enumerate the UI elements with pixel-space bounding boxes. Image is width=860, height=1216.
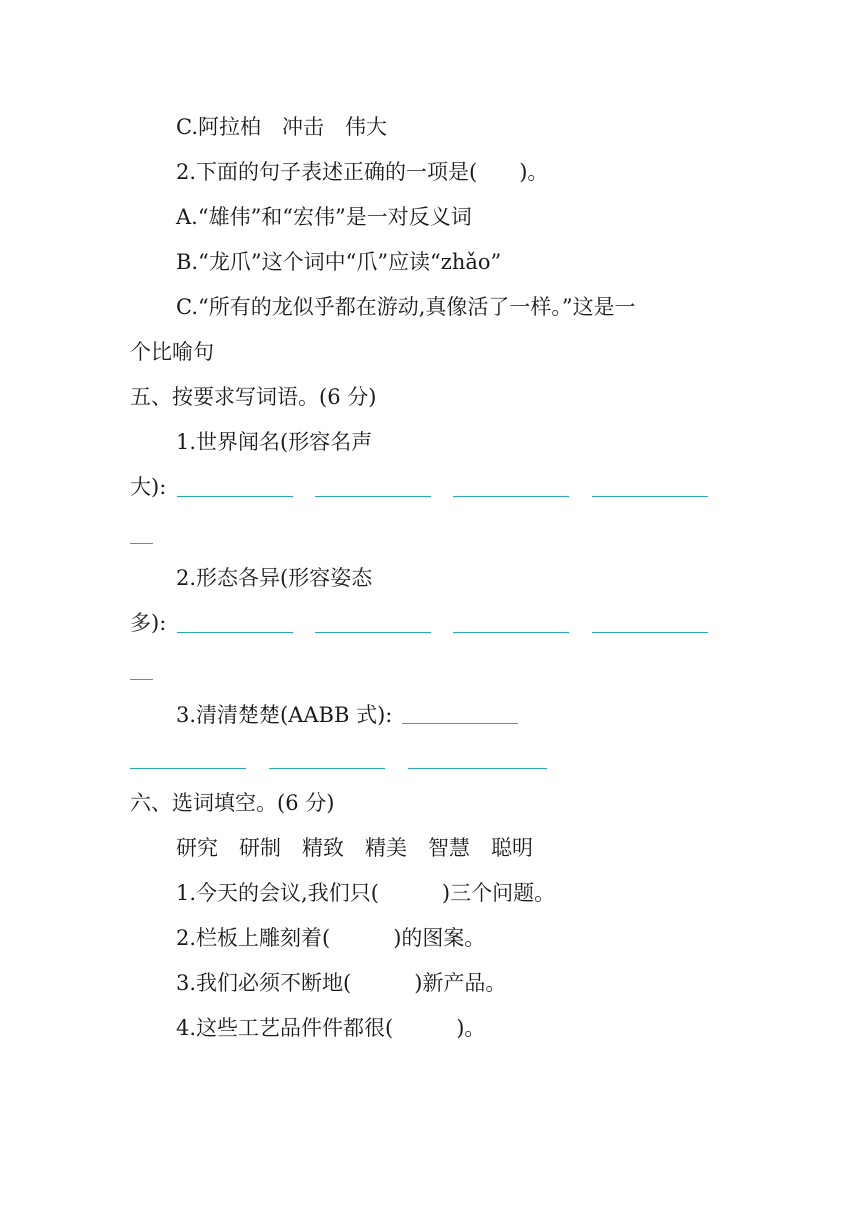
answer-blank[interactable] bbox=[177, 496, 293, 497]
section6-heading: 六、选词填空。(6 分) bbox=[130, 791, 335, 815]
answer-blank[interactable] bbox=[402, 723, 518, 724]
q4-item2-option-c-line1: C.“所有的龙似乎都在游动,真像活了一样。”这是一 bbox=[176, 295, 636, 319]
q4-item2-stem: 2.下面的句子表述正确的一项是( )。 bbox=[176, 160, 549, 184]
q4-item2-option-b: B.“龙爪”这个词中“爪”应读“zhǎo” bbox=[176, 250, 502, 274]
q4-item2-option-c-line2: 个比喻句 bbox=[130, 340, 214, 364]
answer-blank[interactable] bbox=[269, 768, 385, 769]
answer-blank[interactable] bbox=[315, 632, 431, 633]
answer-blank[interactable] bbox=[177, 632, 293, 633]
section5-heading: 五、按要求写词语。(6 分) bbox=[130, 385, 377, 409]
q5-item1-prompt-cont: 大): bbox=[130, 475, 167, 499]
answer-blank[interactable] bbox=[453, 496, 569, 497]
answer-blank[interactable] bbox=[130, 543, 153, 544]
q5-item3-prompt: 3.清清楚楚(AABB 式): bbox=[176, 703, 393, 727]
answer-blank[interactable] bbox=[130, 768, 246, 769]
q4-option-c-previous: C.阿拉柏 冲击 伟大 bbox=[176, 115, 387, 139]
q6-item2: 2.栏板上雕刻着( )的图案。 bbox=[176, 926, 486, 950]
answer-blank[interactable] bbox=[315, 496, 431, 497]
q6-item4: 4.这些工艺品件件都很( )。 bbox=[176, 1016, 486, 1040]
word-bank: 研究 研制 精致 精美 智慧 聪明 bbox=[176, 836, 533, 860]
answer-blank[interactable] bbox=[453, 632, 569, 633]
q5-item1-prompt: 1.世界闻名(形容名声 bbox=[176, 430, 373, 454]
q5-item2-prompt: 2.形态各异(形容姿态 bbox=[176, 566, 373, 590]
answer-blank[interactable] bbox=[592, 632, 708, 633]
q6-item1: 1.今天的会议,我们只( )三个问题。 bbox=[176, 881, 556, 905]
q5-item2-prompt-cont: 多): bbox=[130, 611, 167, 635]
answer-blank[interactable] bbox=[130, 679, 153, 680]
answer-blank[interactable] bbox=[408, 768, 547, 769]
answer-blank[interactable] bbox=[592, 496, 708, 497]
q6-item3: 3.我们必须不断地( )新产品。 bbox=[176, 971, 507, 995]
q4-item2-option-a: A.“雄伟”和“宏伟”是一对反义词 bbox=[176, 205, 472, 229]
